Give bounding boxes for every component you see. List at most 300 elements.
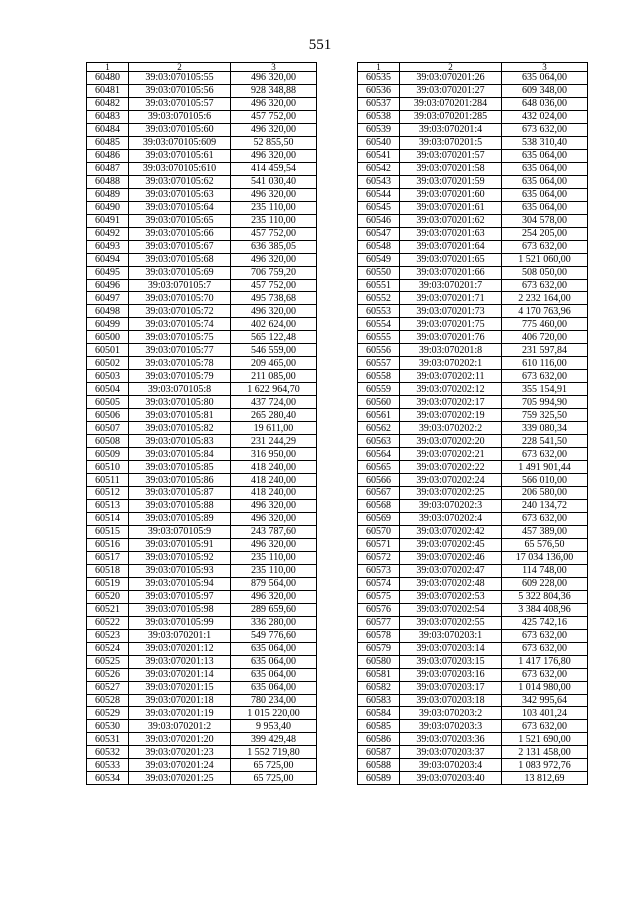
row-number-cell: 60530 (87, 720, 129, 733)
value-cell: 457 752,00 (231, 110, 317, 123)
row-number-cell: 60580 (358, 655, 400, 668)
value-cell: 289 659,60 (231, 603, 317, 616)
cadastral-number-cell: 39:03:070105:609 (129, 136, 231, 149)
cadastral-number-cell: 39:03:070203:16 (400, 668, 502, 681)
row-number-cell: 60572 (358, 551, 400, 564)
left-table-body (87, 72, 317, 785)
cadastral-number-cell: 39:03:070201:25 (129, 772, 231, 785)
cadastral-value-table-left (86, 62, 317, 785)
table-row (358, 266, 588, 279)
row-number-cell: 60562 (358, 422, 400, 435)
cadastral-number-cell: 39:03:070202:3 (400, 499, 502, 512)
value-cell: 609 348,00 (502, 84, 588, 97)
row-number-cell: 60498 (87, 305, 129, 318)
cadastral-number-cell: 39:03:070202:42 (400, 525, 502, 538)
cadastral-number-cell: 39:03:070201:15 (129, 681, 231, 694)
table-row (87, 655, 317, 668)
row-number-cell: 60582 (358, 681, 400, 694)
value-cell: 706 759,20 (231, 266, 317, 279)
table-row (358, 214, 588, 227)
row-number-cell: 60484 (87, 123, 129, 136)
table-row (87, 435, 317, 448)
row-number-cell: 60589 (358, 772, 400, 785)
value-cell: 13 812,69 (502, 772, 588, 785)
cadastral-number-cell: 39:03:070203:37 (400, 746, 502, 759)
column-header-value: 3 (502, 63, 588, 72)
value-cell: 432 024,00 (502, 110, 588, 123)
table-row (358, 110, 588, 123)
value-cell: 673 632,00 (502, 642, 588, 655)
table-row (87, 590, 317, 603)
value-cell: 635 064,00 (231, 655, 317, 668)
cadastral-number-cell: 39:03:070105:92 (129, 551, 231, 564)
row-number-cell: 60585 (358, 720, 400, 733)
table-row (87, 629, 317, 642)
row-number-cell: 60522 (87, 616, 129, 629)
value-cell: 235 110,00 (231, 551, 317, 564)
cadastral-number-cell: 39:03:070105:57 (129, 97, 231, 110)
table-row (87, 162, 317, 175)
cadastral-number-cell: 39:03:070105:82 (129, 422, 231, 435)
cadastral-number-cell: 39:03:070201:284 (400, 97, 502, 110)
table-row (87, 292, 317, 305)
value-cell: 65 725,00 (231, 772, 317, 785)
table-row (87, 461, 317, 474)
cadastral-number-cell: 39:03:070202:22 (400, 461, 502, 474)
table-row (358, 525, 588, 538)
cadastral-number-cell: 39:03:070105:63 (129, 188, 231, 201)
row-number-cell: 60487 (87, 162, 129, 175)
table-row (358, 564, 588, 577)
column-header-number: 1 (87, 63, 129, 72)
table-row (358, 318, 588, 331)
value-cell: 457 752,00 (231, 227, 317, 240)
row-number-cell: 60587 (358, 746, 400, 759)
table-row (87, 551, 317, 564)
row-number-cell: 60557 (358, 357, 400, 370)
value-cell: 635 064,00 (231, 668, 317, 681)
value-cell: 3 384 408,96 (502, 603, 588, 616)
value-cell: 508 050,00 (502, 266, 588, 279)
row-number-cell: 60489 (87, 188, 129, 201)
cadastral-number-cell: 39:03:070202:2 (400, 422, 502, 435)
cadastral-number-cell: 39:03:070203:15 (400, 655, 502, 668)
cadastral-number-cell: 39:03:070201:8 (400, 344, 502, 357)
row-number-cell: 60584 (358, 707, 400, 720)
value-cell: 402 624,00 (231, 318, 317, 331)
cadastral-number-cell: 39:03:070203:2 (400, 707, 502, 720)
table-row (358, 487, 588, 500)
cadastral-number-cell: 39:03:070201:62 (400, 214, 502, 227)
row-number-cell: 60575 (358, 590, 400, 603)
row-number-cell: 60483 (87, 110, 129, 123)
table-row (358, 97, 588, 110)
table-row (358, 512, 588, 525)
cadastral-number-cell: 39:03:070202:47 (400, 564, 502, 577)
cadastral-number-cell: 39:03:070201:66 (400, 266, 502, 279)
cadastral-number-cell: 39:03:070202:17 (400, 396, 502, 409)
table-row (87, 564, 317, 577)
value-cell: 254 205,00 (502, 227, 588, 240)
cadastral-number-cell: 39:03:070201:27 (400, 84, 502, 97)
cadastral-number-cell: 39:03:070105:88 (129, 499, 231, 512)
cadastral-number-cell: 39:03:070202:4 (400, 512, 502, 525)
row-number-cell: 60516 (87, 538, 129, 551)
row-number-cell: 60554 (358, 318, 400, 331)
value-cell: 240 134,72 (502, 499, 588, 512)
value-cell: 496 320,00 (231, 72, 317, 85)
cadastral-number-cell: 39:03:070202:1 (400, 357, 502, 370)
table-row (87, 772, 317, 785)
value-cell: 231 244,29 (231, 435, 317, 448)
table-row (87, 84, 317, 97)
row-number-cell: 60529 (87, 707, 129, 720)
table-row (358, 305, 588, 318)
value-cell: 635 064,00 (231, 642, 317, 655)
value-cell: 1 015 220,00 (231, 707, 317, 720)
cadastral-number-cell: 39:03:070105:9 (129, 525, 231, 538)
table-row (87, 305, 317, 318)
value-cell: 114 748,00 (502, 564, 588, 577)
cadastral-number-cell: 39:03:070202:12 (400, 383, 502, 396)
cadastral-number-cell: 39:03:070105:99 (129, 616, 231, 629)
column-header-number: 1 (358, 63, 400, 72)
row-number-cell: 60521 (87, 603, 129, 616)
table-row (358, 759, 588, 772)
row-number-cell: 60501 (87, 344, 129, 357)
row-number-cell: 60480 (87, 72, 129, 85)
value-cell: 780 234,00 (231, 694, 317, 707)
cadastral-number-cell: 39:03:070201:13 (129, 655, 231, 668)
row-number-cell: 60512 (87, 487, 129, 500)
value-cell: 342 995,64 (502, 694, 588, 707)
row-number-cell: 60541 (358, 149, 400, 162)
value-cell: 243 787,60 (231, 525, 317, 538)
value-cell: 4 170 763,96 (502, 305, 588, 318)
cadastral-number-cell: 39:03:070201:64 (400, 240, 502, 253)
row-number-cell: 60545 (358, 201, 400, 214)
table-row (358, 551, 588, 564)
row-number-cell: 60560 (358, 396, 400, 409)
row-number-cell: 60533 (87, 759, 129, 772)
cadastral-number-cell: 39:03:070201:23 (129, 746, 231, 759)
cadastral-number-cell: 39:03:070105:91 (129, 538, 231, 551)
table-row (87, 474, 317, 487)
table-row (87, 331, 317, 344)
value-cell: 1 491 901,44 (502, 461, 588, 474)
row-number-cell: 60532 (87, 746, 129, 759)
row-number-cell: 60574 (358, 577, 400, 590)
row-number-cell: 60558 (358, 370, 400, 383)
table-row (87, 97, 317, 110)
value-cell: 418 240,00 (231, 487, 317, 500)
cadastral-number-cell: 39:03:070202:19 (400, 409, 502, 422)
value-cell: 635 064,00 (502, 188, 588, 201)
cadastral-number-cell: 39:03:070201:26 (400, 72, 502, 85)
right-table-body (358, 72, 588, 785)
row-number-cell: 60566 (358, 474, 400, 487)
row-number-cell: 60588 (358, 759, 400, 772)
row-number-cell: 60550 (358, 266, 400, 279)
table-row (87, 357, 317, 370)
row-number-cell: 60508 (87, 435, 129, 448)
cadastral-number-cell: 39:03:070105:87 (129, 487, 231, 500)
row-number-cell: 60543 (358, 175, 400, 188)
row-number-cell: 60540 (358, 136, 400, 149)
row-number-cell: 60526 (87, 668, 129, 681)
row-number-cell: 60583 (358, 694, 400, 707)
table-row (87, 733, 317, 746)
cadastral-number-cell: 39:03:070203:18 (400, 694, 502, 707)
cadastral-number-cell: 39:03:070105:61 (129, 149, 231, 162)
value-cell: 399 429,48 (231, 733, 317, 746)
value-cell: 336 280,00 (231, 616, 317, 629)
row-number-cell: 60556 (358, 344, 400, 357)
table-row (87, 422, 317, 435)
cadastral-number-cell: 39:03:070201:75 (400, 318, 502, 331)
cadastral-number-cell: 39:03:070201:1 (129, 629, 231, 642)
row-number-cell: 60563 (358, 435, 400, 448)
cadastral-number-cell: 39:03:070203:36 (400, 733, 502, 746)
value-cell: 228 541,50 (502, 435, 588, 448)
cadastral-number-cell: 39:03:070105:66 (129, 227, 231, 240)
cadastral-number-cell: 39:03:070202:55 (400, 616, 502, 629)
value-cell: 705 994,90 (502, 396, 588, 409)
table-row (87, 720, 317, 733)
value-cell: 206 580,00 (502, 487, 588, 500)
cadastral-number-cell: 39:03:070201:63 (400, 227, 502, 240)
table-row (87, 175, 317, 188)
cadastral-number-cell: 39:03:070105:81 (129, 409, 231, 422)
cadastral-number-cell: 39:03:070105:56 (129, 84, 231, 97)
row-number-cell: 60500 (87, 331, 129, 344)
row-number-cell: 60503 (87, 370, 129, 383)
cadastral-number-cell: 39:03:070202:24 (400, 474, 502, 487)
value-cell: 418 240,00 (231, 474, 317, 487)
row-number-cell: 60506 (87, 409, 129, 422)
cadastral-number-cell: 39:03:070105:72 (129, 305, 231, 318)
row-number-cell: 60564 (358, 448, 400, 461)
value-cell: 673 632,00 (502, 240, 588, 253)
cadastral-number-cell: 39:03:070201:5 (400, 136, 502, 149)
value-cell: 235 110,00 (231, 201, 317, 214)
value-cell: 673 632,00 (502, 448, 588, 461)
row-number-cell: 60548 (358, 240, 400, 253)
value-cell: 636 385,05 (231, 240, 317, 253)
table-row (358, 331, 588, 344)
row-number-cell: 60577 (358, 616, 400, 629)
row-number-cell: 60505 (87, 396, 129, 409)
row-number-cell: 60511 (87, 474, 129, 487)
table-row (358, 694, 588, 707)
value-cell: 673 632,00 (502, 629, 588, 642)
cadastral-number-cell: 39:03:070105:97 (129, 590, 231, 603)
cadastral-number-cell: 39:03:070105:85 (129, 461, 231, 474)
table-row (87, 149, 317, 162)
row-number-cell: 60488 (87, 175, 129, 188)
row-number-cell: 60497 (87, 292, 129, 305)
column-header-cadastral-number: 2 (129, 63, 231, 72)
value-cell: 928 348,88 (231, 84, 317, 97)
table-row (358, 577, 588, 590)
table-row (358, 538, 588, 551)
row-number-cell: 60571 (358, 538, 400, 551)
cadastral-number-cell: 39:03:070201:65 (400, 253, 502, 266)
value-cell: 17 034 136,00 (502, 551, 588, 564)
table-row (358, 227, 588, 240)
cadastral-number-cell: 39:03:070203:1 (400, 629, 502, 642)
value-cell: 673 632,00 (502, 720, 588, 733)
row-number-cell: 60481 (87, 84, 129, 97)
value-cell: 9 953,40 (231, 720, 317, 733)
row-number-cell: 60496 (87, 279, 129, 292)
cadastral-number-cell: 39:03:070201:59 (400, 175, 502, 188)
cadastral-number-cell: 39:03:070201:19 (129, 707, 231, 720)
value-cell: 635 064,00 (502, 149, 588, 162)
row-number-cell: 60485 (87, 136, 129, 149)
value-cell: 457 389,00 (502, 525, 588, 538)
value-cell: 673 632,00 (502, 279, 588, 292)
row-number-cell: 60535 (358, 72, 400, 85)
table-row (87, 694, 317, 707)
value-cell: 355 154,91 (502, 383, 588, 396)
row-number-cell: 60493 (87, 240, 129, 253)
cadastral-number-cell: 39:03:070203:17 (400, 681, 502, 694)
value-cell: 65 576,50 (502, 538, 588, 551)
table-row (87, 668, 317, 681)
value-cell: 546 559,00 (231, 344, 317, 357)
cadastral-number-cell: 39:03:070202:25 (400, 487, 502, 500)
table-row (87, 746, 317, 759)
table-row (358, 616, 588, 629)
table-row (87, 370, 317, 383)
value-cell: 457 752,00 (231, 279, 317, 292)
row-number-cell: 60538 (358, 110, 400, 123)
table-row (87, 525, 317, 538)
value-cell: 496 320,00 (231, 538, 317, 551)
value-cell: 2 131 458,00 (502, 746, 588, 759)
value-cell: 231 597,84 (502, 344, 588, 357)
value-cell: 610 116,00 (502, 357, 588, 370)
value-cell: 437 724,00 (231, 396, 317, 409)
row-number-cell: 60546 (358, 214, 400, 227)
row-number-cell: 60536 (358, 84, 400, 97)
cadastral-number-cell: 39:03:070201:61 (400, 201, 502, 214)
table-row (358, 499, 588, 512)
table-row (358, 461, 588, 474)
table-row (358, 629, 588, 642)
value-cell: 496 320,00 (231, 149, 317, 162)
row-number-cell: 60517 (87, 551, 129, 564)
cadastral-number-cell: 39:03:070201:71 (400, 292, 502, 305)
column-header-value: 3 (231, 63, 317, 72)
table-row (358, 746, 588, 759)
table-header-row (87, 63, 317, 72)
table-row (87, 512, 317, 525)
cadastral-number-cell: 39:03:070201:285 (400, 110, 502, 123)
cadastral-number-cell: 39:03:070105:74 (129, 318, 231, 331)
value-cell: 496 320,00 (231, 188, 317, 201)
value-cell: 635 064,00 (502, 201, 588, 214)
column-header-cadastral-number: 2 (400, 63, 502, 72)
table-row (358, 603, 588, 616)
table-row (87, 318, 317, 331)
cadastral-number-cell: 39:03:070202:11 (400, 370, 502, 383)
row-number-cell: 60534 (87, 772, 129, 785)
value-cell: 414 459,54 (231, 162, 317, 175)
cadastral-number-cell: 39:03:070105:65 (129, 214, 231, 227)
table-row (87, 487, 317, 500)
cadastral-number-cell: 39:03:070105:84 (129, 448, 231, 461)
value-cell: 673 632,00 (502, 370, 588, 383)
table-row (358, 642, 588, 655)
value-cell: 235 110,00 (231, 214, 317, 227)
row-number-cell: 60569 (358, 512, 400, 525)
value-cell: 418 240,00 (231, 461, 317, 474)
value-cell: 1 622 964,70 (231, 383, 317, 396)
row-number-cell: 60514 (87, 512, 129, 525)
value-cell: 496 320,00 (231, 499, 317, 512)
value-cell: 52 855,50 (231, 136, 317, 149)
table-row (358, 681, 588, 694)
value-cell: 265 280,40 (231, 409, 317, 422)
cadastral-number-cell: 39:03:070202:48 (400, 577, 502, 590)
table-row (358, 357, 588, 370)
row-number-cell: 60509 (87, 448, 129, 461)
value-cell: 1 083 972,76 (502, 759, 588, 772)
table-row (358, 383, 588, 396)
table-row (358, 720, 588, 733)
row-number-cell: 60494 (87, 253, 129, 266)
table-row (358, 733, 588, 746)
value-cell: 1 521 690,00 (502, 733, 588, 746)
row-number-cell: 60567 (358, 487, 400, 500)
row-number-cell: 60565 (358, 461, 400, 474)
cadastral-number-cell: 39:03:070202:45 (400, 538, 502, 551)
value-cell: 2 232 164,00 (502, 292, 588, 305)
row-number-cell: 60492 (87, 227, 129, 240)
table-row (87, 123, 317, 136)
cadastral-number-cell: 39:03:070105:79 (129, 370, 231, 383)
value-cell: 425 742,16 (502, 616, 588, 629)
row-number-cell: 60553 (358, 305, 400, 318)
value-cell: 673 632,00 (502, 512, 588, 525)
row-number-cell: 60549 (358, 253, 400, 266)
table-row (87, 383, 317, 396)
cadastral-number-cell: 39:03:070105:68 (129, 253, 231, 266)
cadastral-number-cell: 39:03:070105:78 (129, 357, 231, 370)
cadastral-number-cell: 39:03:070105:67 (129, 240, 231, 253)
cadastral-number-cell: 39:03:070201:18 (129, 694, 231, 707)
table-row (358, 292, 588, 305)
value-cell: 1 552 719,80 (231, 746, 317, 759)
cadastral-number-cell: 39:03:070202:53 (400, 590, 502, 603)
cadastral-number-cell: 39:03:070202:54 (400, 603, 502, 616)
table-row (87, 266, 317, 279)
cadastral-number-cell: 39:03:070105:64 (129, 201, 231, 214)
table-row (358, 84, 588, 97)
table-row (87, 759, 317, 772)
row-number-cell: 60525 (87, 655, 129, 668)
row-number-cell: 60579 (358, 642, 400, 655)
table-row (87, 409, 317, 422)
row-number-cell: 60520 (87, 590, 129, 603)
table-row (87, 616, 317, 629)
value-cell: 566 010,00 (502, 474, 588, 487)
table-row (358, 240, 588, 253)
table-row (358, 707, 588, 720)
value-cell: 538 310,40 (502, 136, 588, 149)
